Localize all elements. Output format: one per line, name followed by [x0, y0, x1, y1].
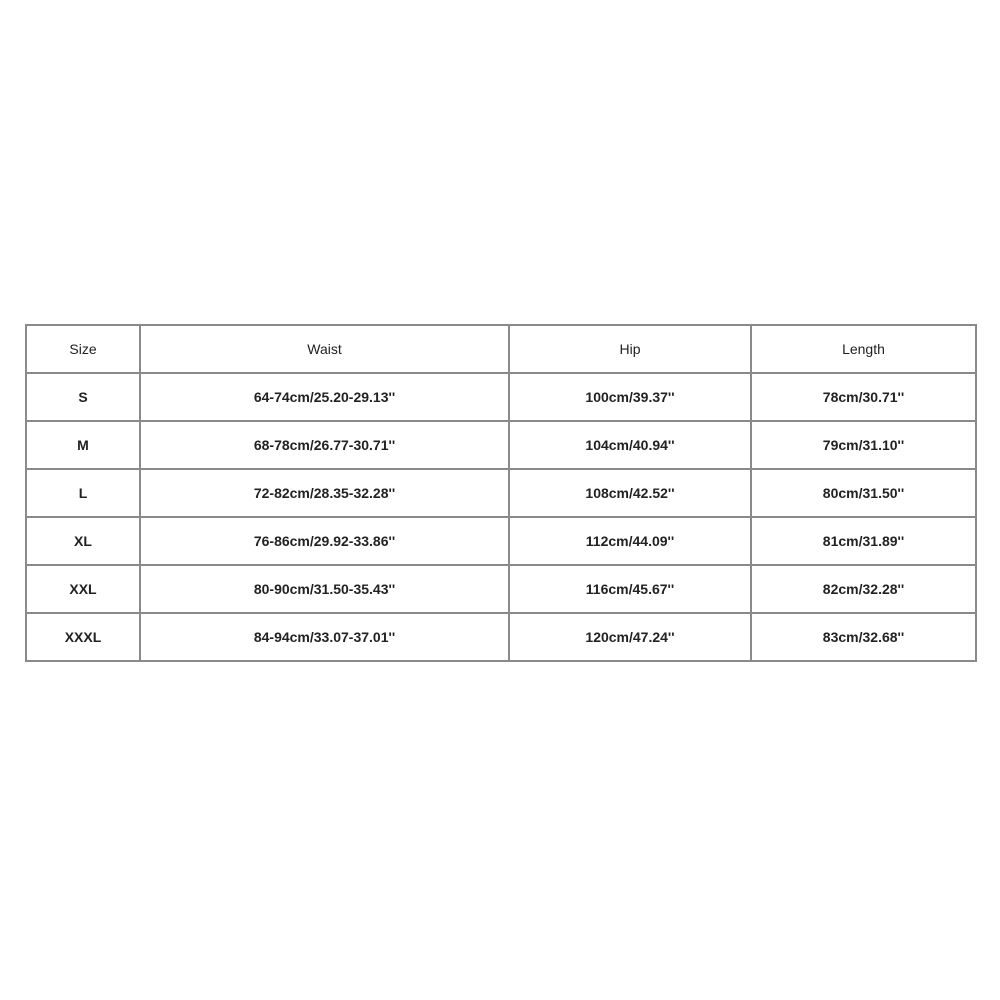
hip-cell: 100cm/39.37''	[509, 373, 751, 421]
header-size: Size	[26, 325, 140, 373]
length-cell: 82cm/32.28''	[751, 565, 976, 613]
size-cell: M	[26, 421, 140, 469]
length-cell: 78cm/30.71''	[751, 373, 976, 421]
table-row	[26, 421, 976, 469]
header-waist: Waist	[140, 325, 509, 373]
table-row	[26, 613, 976, 661]
hip-cell: 112cm/44.09''	[509, 517, 751, 565]
waist-cell: 64-74cm/25.20-29.13''	[140, 373, 509, 421]
waist-cell: 76-86cm/29.92-33.86''	[140, 517, 509, 565]
hip-cell: 108cm/42.52''	[509, 469, 751, 517]
header-hip: Hip	[509, 325, 751, 373]
table-row	[26, 517, 976, 565]
header-length: Length	[751, 325, 976, 373]
size-cell: L	[26, 469, 140, 517]
hip-cell: 120cm/47.24''	[509, 613, 751, 661]
length-cell: 81cm/31.89''	[751, 517, 976, 565]
length-cell: 80cm/31.50''	[751, 469, 976, 517]
length-cell: 79cm/31.10''	[751, 421, 976, 469]
hip-cell: 104cm/40.94''	[509, 421, 751, 469]
table-header-row	[26, 325, 976, 373]
size-cell: XXXL	[26, 613, 140, 661]
size-cell: XL	[26, 517, 140, 565]
waist-cell: 80-90cm/31.50-35.43''	[140, 565, 509, 613]
size-chart-table	[25, 324, 977, 662]
table-row	[26, 469, 976, 517]
waist-cell: 84-94cm/33.07-37.01''	[140, 613, 509, 661]
table-row	[26, 565, 976, 613]
length-cell: 83cm/32.68''	[751, 613, 976, 661]
hip-cell: 116cm/45.67''	[509, 565, 751, 613]
table-row	[26, 373, 976, 421]
waist-cell: 68-78cm/26.77-30.71''	[140, 421, 509, 469]
size-cell: XXL	[26, 565, 140, 613]
size-cell: S	[26, 373, 140, 421]
waist-cell: 72-82cm/28.35-32.28''	[140, 469, 509, 517]
